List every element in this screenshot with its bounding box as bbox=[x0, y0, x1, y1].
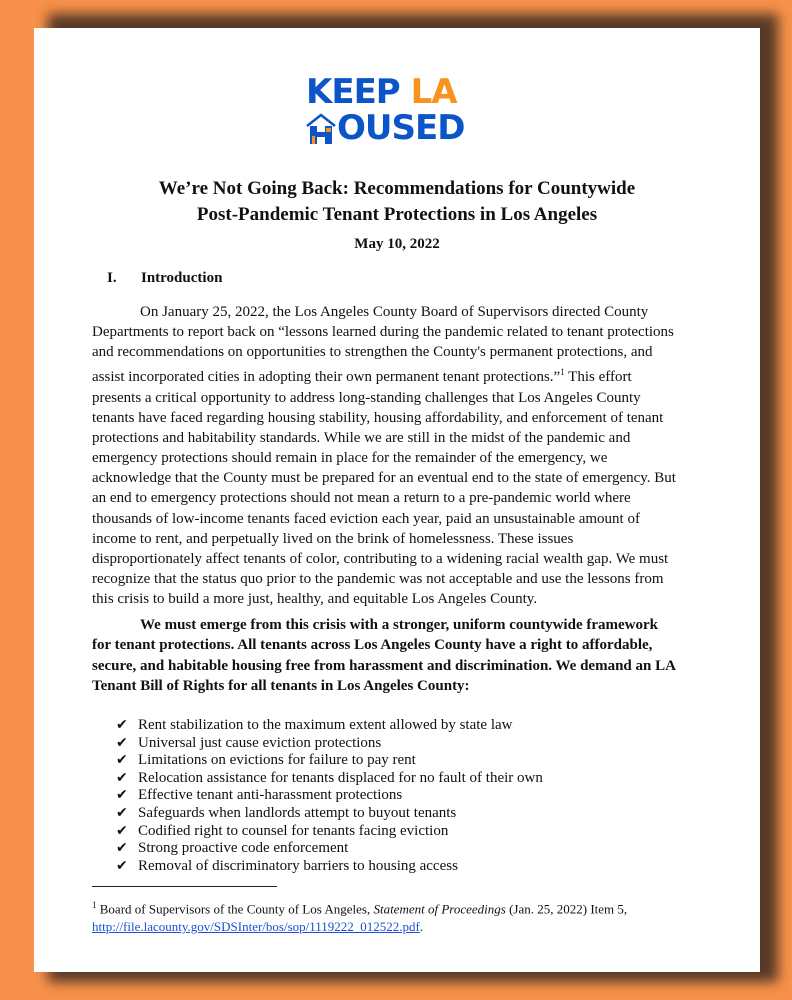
title-line: We’re Not Going Back: Recommendations for Countywide bbox=[158, 178, 636, 199]
text-line: Tenant Bill of Rights for all tenants in Los Angeles County: bbox=[92, 677, 470, 694]
document-page bbox=[34, 28, 760, 972]
section-title: Introduction bbox=[141, 270, 223, 286]
list-item bbox=[116, 823, 543, 841]
text-line: presents a critical opportunity to address long-standing challenges that Los Angeles County bbox=[92, 389, 641, 406]
footnote-link[interactable]: http://file.lacounty.gov/SDSInter/bos/sop/1119222_012522.pdf bbox=[92, 919, 420, 935]
text-line: tenants have faced regarding housing stability, housing affordability, and enforcement of tenant bbox=[92, 409, 664, 426]
text-line: secure, and habitable housing free from harassment and discrimination. We demand an LA bbox=[92, 657, 676, 674]
list-item bbox=[116, 840, 543, 858]
list-item bbox=[116, 787, 543, 805]
checkmark-icon: ✔ bbox=[116, 804, 128, 821]
text-line: for tenant protections. All tenants across Los Angeles County have a right to affordable, bbox=[92, 637, 653, 654]
text-segment: assist incorporated cities in adopting their own permanent tenant protections.” bbox=[92, 369, 561, 386]
list-item-text: Limitations on evictions for failure to pay rent bbox=[138, 752, 416, 769]
demand-paragraph bbox=[92, 615, 676, 696]
text-line bbox=[92, 362, 676, 387]
list-item bbox=[116, 770, 543, 788]
text-line: an end to emergency protections should not mean a return to a pre-pandemic world where bbox=[92, 490, 631, 507]
footnote-text: (Jan. 25, 2022) Item 5, bbox=[505, 901, 628, 917]
text-line: thousands of low-income tenants faced eviction each year, paid an unsustainable amount of bbox=[92, 510, 640, 527]
document-title bbox=[34, 176, 760, 228]
text-line: Departments to report back on “lessons learned during the pandemic related to tenant protections bbox=[92, 324, 674, 341]
list-item-text: Effective tenant anti-harassment protections bbox=[138, 787, 403, 804]
checkmark-icon: ✔ bbox=[116, 822, 128, 839]
footnote bbox=[92, 896, 627, 936]
text-line: acknowledge that the County must be prepared for an eventual end to the state of emergency. But bbox=[92, 470, 676, 487]
list-item-text: Relocation assistance for tenants displaced for no fault of their own bbox=[138, 769, 543, 786]
text-line: recognize that the status quo prior to the pandemic was not acceptable and use the lessons from bbox=[92, 571, 664, 588]
text-line: We must emerge from this crisis with a stronger, uniform countywide framework bbox=[140, 617, 658, 633]
checkmark-icon: ✔ bbox=[116, 752, 128, 769]
list-item bbox=[116, 752, 543, 770]
section-heading bbox=[107, 270, 222, 287]
footnote-divider bbox=[92, 886, 277, 887]
footnote-number: 1 bbox=[92, 900, 97, 910]
list-item bbox=[116, 858, 543, 876]
list-item bbox=[116, 717, 543, 735]
checkmark-icon: ✔ bbox=[116, 717, 128, 733]
keep-la-housed-logo bbox=[306, 74, 486, 146]
checkmark-icon: ✔ bbox=[116, 734, 128, 751]
footnote-text: Board of Supervisors of the County of Los Angeles, bbox=[96, 901, 374, 917]
text-line: On January 25, 2022, the Los Angeles County Board of Supervisors directed County bbox=[140, 304, 649, 320]
footnote-ref[interactable]: 1 bbox=[560, 367, 565, 378]
logo-la: LA bbox=[410, 72, 457, 112]
list-item-text: Strong proactive code enforcement bbox=[138, 840, 349, 857]
text-segment: This effort bbox=[564, 369, 632, 386]
text-line: this crisis to build a more just, healthy, and equitable Los Angeles County. bbox=[92, 591, 538, 608]
list-item bbox=[116, 735, 543, 753]
document-date: May 10, 2022 bbox=[354, 236, 440, 252]
text-line: protections and habitability standards. While we are still in the midst of the pandemic and bbox=[92, 429, 631, 446]
intro-paragraph bbox=[92, 302, 676, 609]
text-line: income to rent, and perpetually lived on the brink of homelessness. These issues bbox=[92, 530, 574, 547]
house-icon bbox=[306, 112, 336, 146]
list-item-text: Universal just cause eviction protections bbox=[138, 734, 382, 751]
logo-keep: KEEP bbox=[306, 72, 400, 112]
checkmark-icon: ✔ bbox=[116, 840, 128, 857]
checkmark-icon: ✔ bbox=[116, 787, 128, 804]
text-line: emergency protections should remain in place for the remainder of the emergency, we bbox=[92, 450, 608, 467]
tenant-rights-checklist bbox=[116, 717, 543, 875]
checkmark-icon: ✔ bbox=[116, 857, 128, 874]
checkmark-icon: ✔ bbox=[116, 769, 128, 786]
section-number: I. bbox=[107, 270, 117, 286]
footnote-end: . bbox=[419, 919, 424, 935]
list-item bbox=[116, 805, 543, 823]
footnote-italic-title: Statement of Proceedings bbox=[373, 901, 506, 917]
list-item-text: Rent stabilization to the maximum extent allowed by state law bbox=[138, 717, 513, 733]
list-item-text: Codified right to counsel for tenants facing eviction bbox=[138, 822, 449, 839]
text-line: and recommendations on opportunities to strengthen the County's permanent protections, and bbox=[92, 344, 653, 361]
title-line: Post-Pandemic Tenant Protections in Los Angeles bbox=[196, 204, 598, 225]
text-line: disproportionately affect tenants of color, contributing to a widening racial wealth gap. We must bbox=[92, 550, 669, 567]
logo-housed: OUSED bbox=[337, 108, 465, 148]
list-item-text: Removal of discriminatory barriers to housing access bbox=[138, 857, 458, 874]
list-item-text: Safeguards when landlords attempt to buyout tenants bbox=[138, 804, 457, 821]
